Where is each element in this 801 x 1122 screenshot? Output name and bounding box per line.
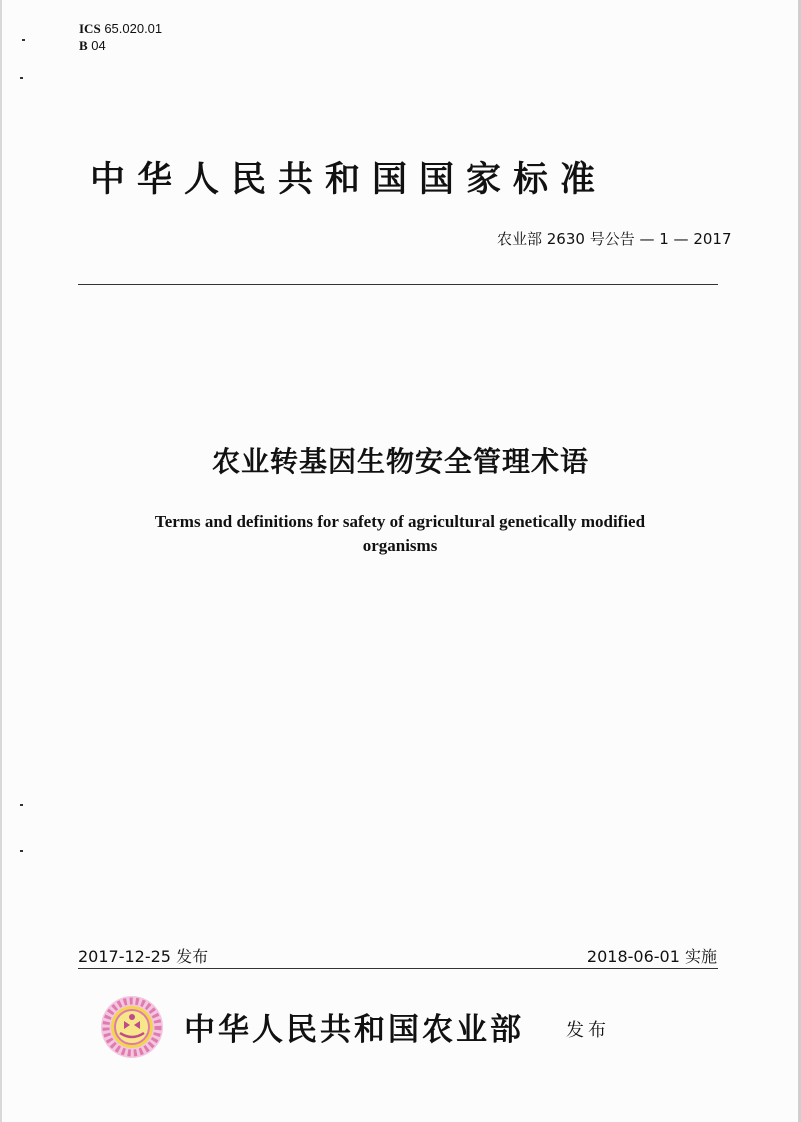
effective-date: 2018-06-01 实施	[586, 947, 717, 966]
standard-number: 农业部 2630 号公告 — 1 — 2017	[497, 230, 732, 248]
ministry-emblem-icon	[100, 995, 164, 1059]
title-en-line-2: organisms	[362, 536, 438, 555]
top-divider	[78, 284, 718, 285]
scan-mark	[20, 77, 23, 79]
title-en-line-1: Terms and definitions for safety of agricultural genetically modified	[154, 512, 646, 531]
issuing-action: 发布	[566, 1020, 610, 1041]
ccs-label: B	[79, 38, 88, 53]
ccs-code: 04	[91, 38, 106, 53]
ics-code: 65.020.01	[104, 21, 163, 36]
ics-label: ICS	[79, 21, 101, 36]
emblem-rays	[101, 996, 163, 1058]
classification-codes	[79, 20, 162, 54]
scan-mark	[20, 850, 23, 852]
issuing-ministry: 中华人民共和国农业部	[184, 1012, 524, 1048]
national-standard-title: 中华人民共和国国家标准	[90, 160, 608, 200]
issue-date: 2017-12-25 发布	[78, 947, 209, 966]
document-title-chinese: 农业转基因生物安全管理术语	[211, 445, 589, 478]
ics-line	[79, 20, 162, 37]
bottom-divider	[78, 968, 718, 969]
document-title-english	[60, 510, 740, 558]
scan-mark	[20, 804, 23, 806]
scan-left-edge	[0, 0, 2, 1122]
ccs-line	[79, 37, 162, 54]
scan-mark	[22, 39, 25, 41]
